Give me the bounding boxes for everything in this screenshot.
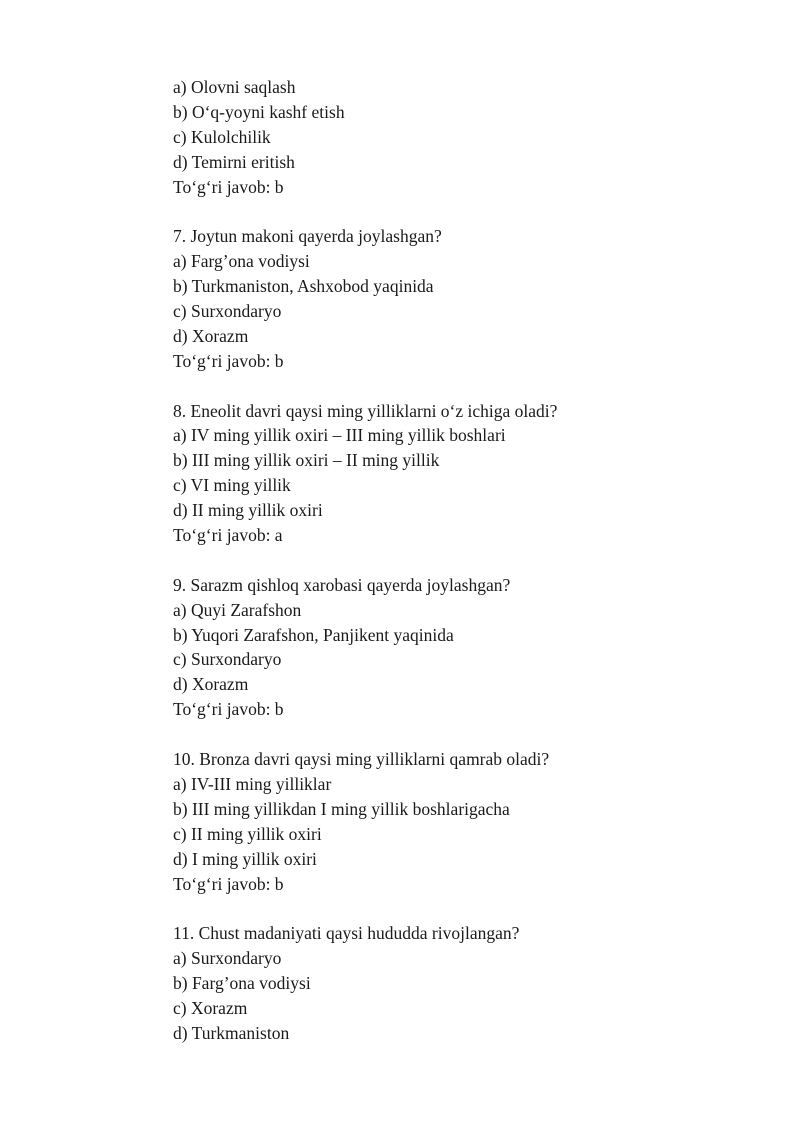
correct-answer: To‘g‘ri javob: b <box>173 699 284 720</box>
option-c: c) Kulolchilik <box>173 126 271 147</box>
option-d: d) I ming yillik oxiri <box>173 848 317 869</box>
question-block-8 <box>173 399 733 548</box>
option-d: d) Temirni eritish <box>173 151 295 172</box>
question-block-9 <box>173 573 733 722</box>
question-text: 8. Eneolit davri qaysi ming yilliklarni o‘z ichiga oladi? <box>173 400 558 421</box>
option-b: b) III ming yillik oxiri – II ming yillik <box>173 450 440 471</box>
lead-options-block <box>173 75 733 199</box>
question-text: 9. Sarazm qishloq xarobasi qayerda joylashgan? <box>173 574 511 595</box>
option-b: b) Yuqori Zarafshon, Panjikent yaqinida <box>173 624 454 645</box>
option-a: a) Quyi Zarafshon <box>173 599 302 620</box>
option-b: b) O‘q-yoyni kashf etish <box>173 101 345 122</box>
option-b: b) III ming yillikdan I ming yillik boshlarigacha <box>173 798 510 819</box>
option-a: a) Olovni saqlash <box>173 77 296 97</box>
option-b: b) Farg’ona vodiysi <box>173 973 311 994</box>
option-a: a) Surxondaryo <box>173 948 282 969</box>
option-a: a) IV ming yillik oxiri – III ming yillik boshlari <box>173 425 506 446</box>
option-c: c) Surxondaryo <box>173 301 282 322</box>
option-d: d) Turkmaniston <box>173 1022 290 1043</box>
spacer <box>173 199 733 224</box>
option-d: d) Xorazm <box>173 674 249 695</box>
question-block-10 <box>173 747 733 896</box>
correct-answer: To‘g‘ri javob: b <box>173 350 284 371</box>
spacer <box>173 374 733 399</box>
option-a: a) IV-III ming yilliklar <box>173 773 332 794</box>
correct-answer: To‘g‘ri javob: b <box>173 873 284 894</box>
question-text: 10. Bronza davri qaysi ming yilliklarni qamrab oladi? <box>173 749 550 770</box>
option-a: a) Farg’ona vodiysi <box>173 251 310 272</box>
correct-answer: To‘g‘ri javob: b <box>173 176 284 197</box>
question-text: 11. Chust madaniyati qaysi hududda rivojlangan? <box>173 923 520 944</box>
question-block-11 <box>173 921 733 1045</box>
spacer <box>173 722 733 747</box>
document-body <box>173 75 733 1046</box>
spacer <box>173 896 733 921</box>
option-b: b) Turkmaniston, Ashxobod yaqinida <box>173 276 434 297</box>
option-c: c) Surxondaryo <box>173 649 282 670</box>
option-c: c) VI ming yillik <box>173 475 291 496</box>
question-text: 7. Joytun makoni qayerda joylashgan? <box>173 226 442 247</box>
question-block-7 <box>173 224 733 373</box>
option-c: c) Xorazm <box>173 997 248 1018</box>
option-d: d) Xorazm <box>173 325 249 346</box>
option-d: d) II ming yillik oxiri <box>173 500 323 521</box>
option-c: c) II ming yillik oxiri <box>173 823 322 844</box>
correct-answer: To‘g‘ri javob: a <box>173 525 283 546</box>
spacer <box>173 548 733 573</box>
